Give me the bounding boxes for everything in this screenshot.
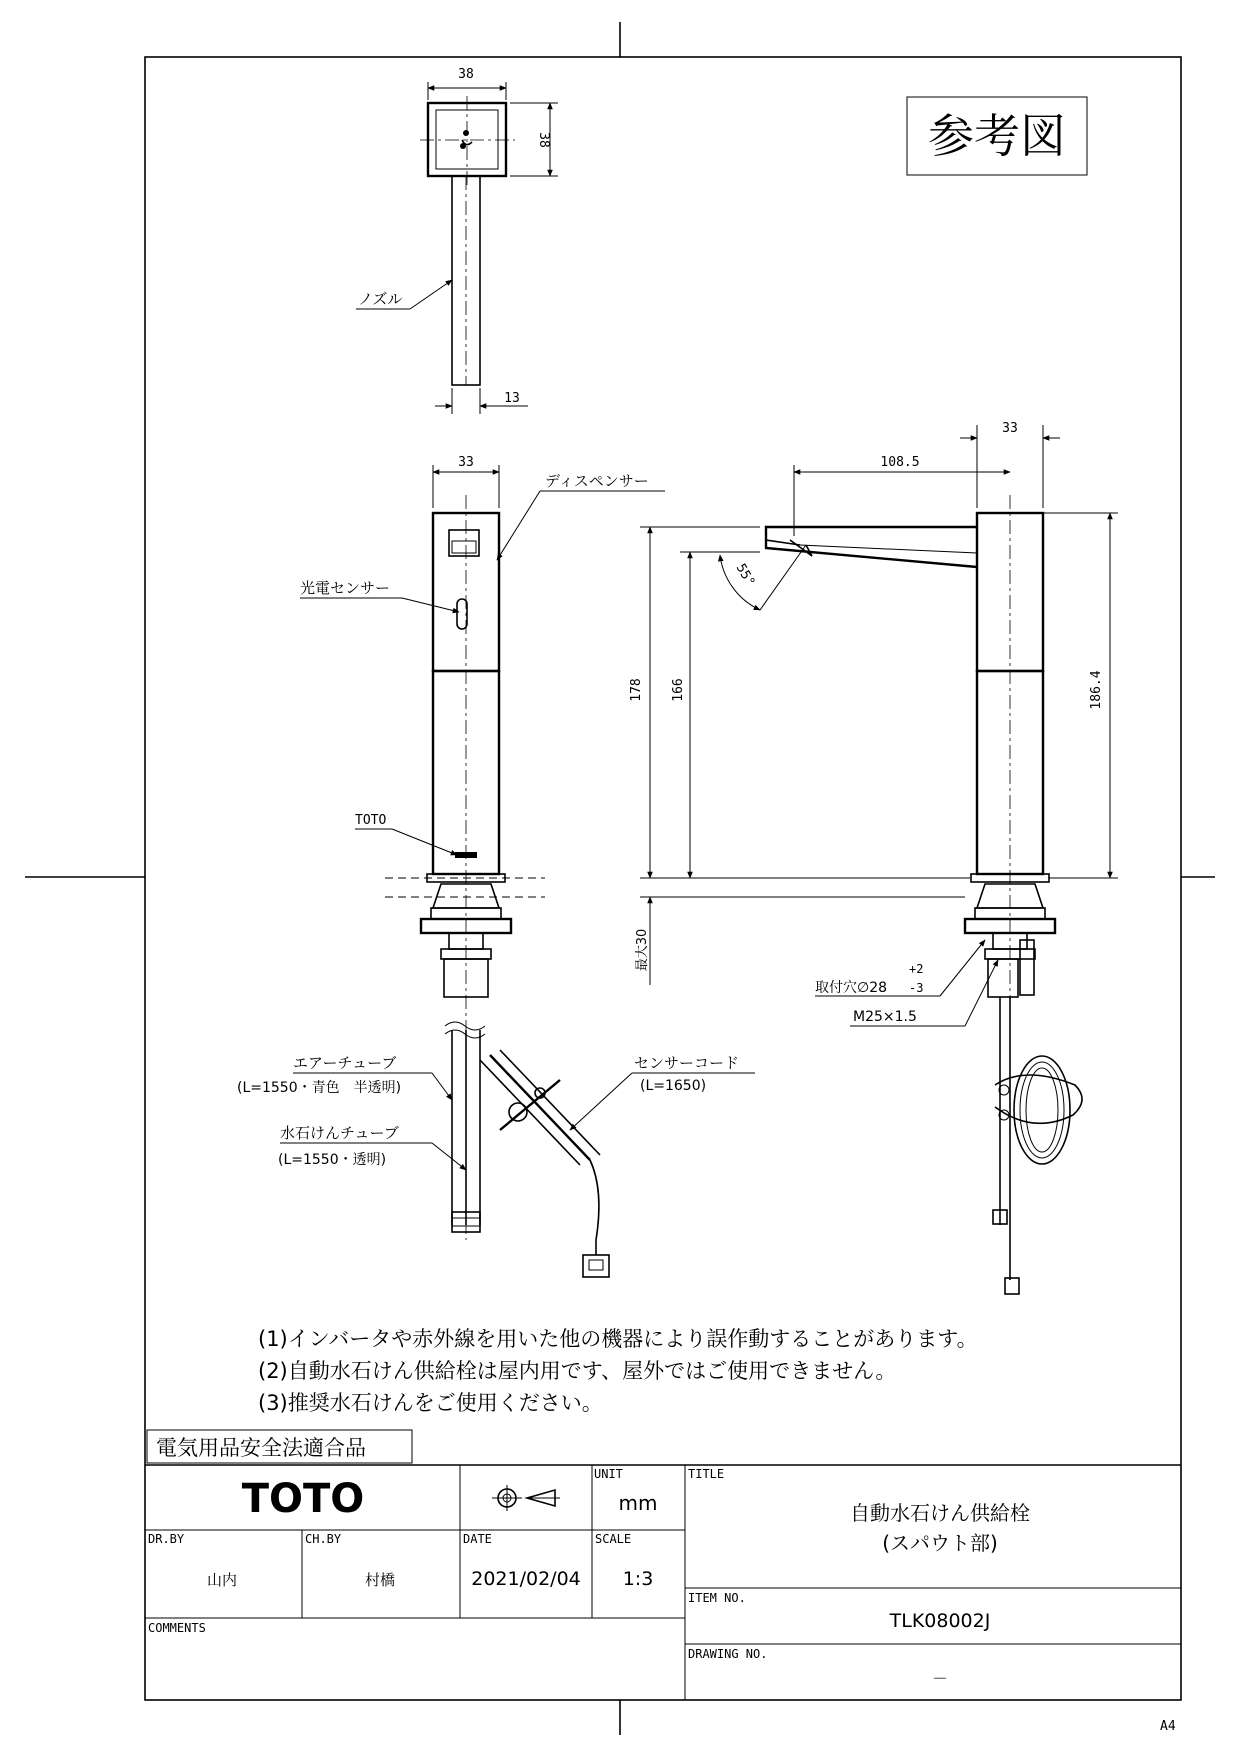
label-dispenser: ディスペンサー <box>545 472 649 490</box>
compliance-label <box>147 1430 412 1463</box>
dim-top-width: 38 <box>458 67 474 82</box>
dr-by-label: DR.BY <box>148 1532 185 1546</box>
label-photo-sensor: 光電センサー <box>300 579 391 597</box>
dim-front-width: 33 <box>458 455 474 470</box>
title-label: TITLE <box>688 1467 725 1481</box>
front-view <box>237 455 755 1277</box>
notes <box>258 1327 978 1415</box>
drawing-no-value: － <box>931 1669 949 1688</box>
dim-reach: 108.5 <box>880 455 920 470</box>
label-air-tube-spec: (L=1550・青色 半透明) <box>237 1080 402 1096</box>
dim-angle: 55° <box>732 561 758 590</box>
note-1: (1)インバータや赤外線を用いた他の機器により誤作動することがあります。 <box>258 1327 978 1351</box>
item-no-label: ITEM NO. <box>688 1591 746 1605</box>
item-no-value: TLK08002J <box>889 1610 991 1632</box>
paper-size: A4 <box>1160 1719 1176 1734</box>
label-thread: M25×1.5 <box>853 1009 917 1025</box>
label-soap-tube: 水石けんチューブ <box>280 1124 399 1142</box>
label-air-tube: エアーチューブ <box>293 1054 397 1072</box>
dim-nozzle-width: 13 <box>504 391 520 406</box>
dim-height-178: 178 <box>629 678 644 702</box>
unit-label: UNIT <box>594 1467 623 1481</box>
dim-top-depth: 38 <box>536 132 551 148</box>
note-3: (3)推奨水石けんをご使用ください。 <box>258 1391 603 1415</box>
label-soap-tube-spec: (L=1550・透明) <box>278 1152 387 1168</box>
dr-by-value: 山内 <box>206 1571 238 1589</box>
note-2: (2)自動水石けん供給栓は屋内用です、屋外ではご使用できません。 <box>258 1359 897 1383</box>
ch-by-value: 村橋 <box>364 1571 396 1589</box>
label-tol-minus: -3 <box>909 981 924 995</box>
projection-symbol <box>492 1485 560 1511</box>
stamp-text: 参考図 <box>928 109 1066 163</box>
reference-stamp <box>907 97 1087 175</box>
title-block <box>145 1465 1181 1700</box>
label-tol-plus: +2 <box>909 962 924 976</box>
label-sensor-cord: センサーコード <box>634 1054 740 1072</box>
label-mount-hole: 取付穴∅28 <box>815 980 888 996</box>
title-line-1: 自動水石けん供給栓 <box>850 1501 1030 1525</box>
dim-side-width: 33 <box>1002 421 1018 436</box>
date-label: DATE <box>463 1532 492 1546</box>
date-value: 2021/02/04 <box>471 1568 581 1590</box>
label-sensor-cord-spec: (L=1650) <box>640 1078 707 1094</box>
comments-label: COMMENTS <box>148 1621 206 1635</box>
label-nozzle: ノズル <box>358 290 403 308</box>
label-toto-mark: TOTO <box>355 813 387 828</box>
top-view <box>356 67 558 414</box>
ch-by-label: CH.BY <box>305 1532 342 1546</box>
title-line-2: (スパウト部) <box>882 1531 998 1555</box>
label-max30: 最大30 <box>635 928 650 972</box>
scale-value: 1:3 <box>622 1568 654 1590</box>
dim-height-186: 186.4 <box>1089 670 1104 710</box>
side-view <box>629 421 1118 1294</box>
compliance-text: 電気用品安全法適合品 <box>156 1436 366 1460</box>
scale-label: SCALE <box>595 1532 632 1546</box>
toto-logo: TOTO <box>241 1476 365 1522</box>
unit-value: mm <box>618 1491 658 1515</box>
drawing-no-label: DRAWING NO. <box>688 1647 768 1661</box>
dim-height-166: 166 <box>671 678 686 702</box>
